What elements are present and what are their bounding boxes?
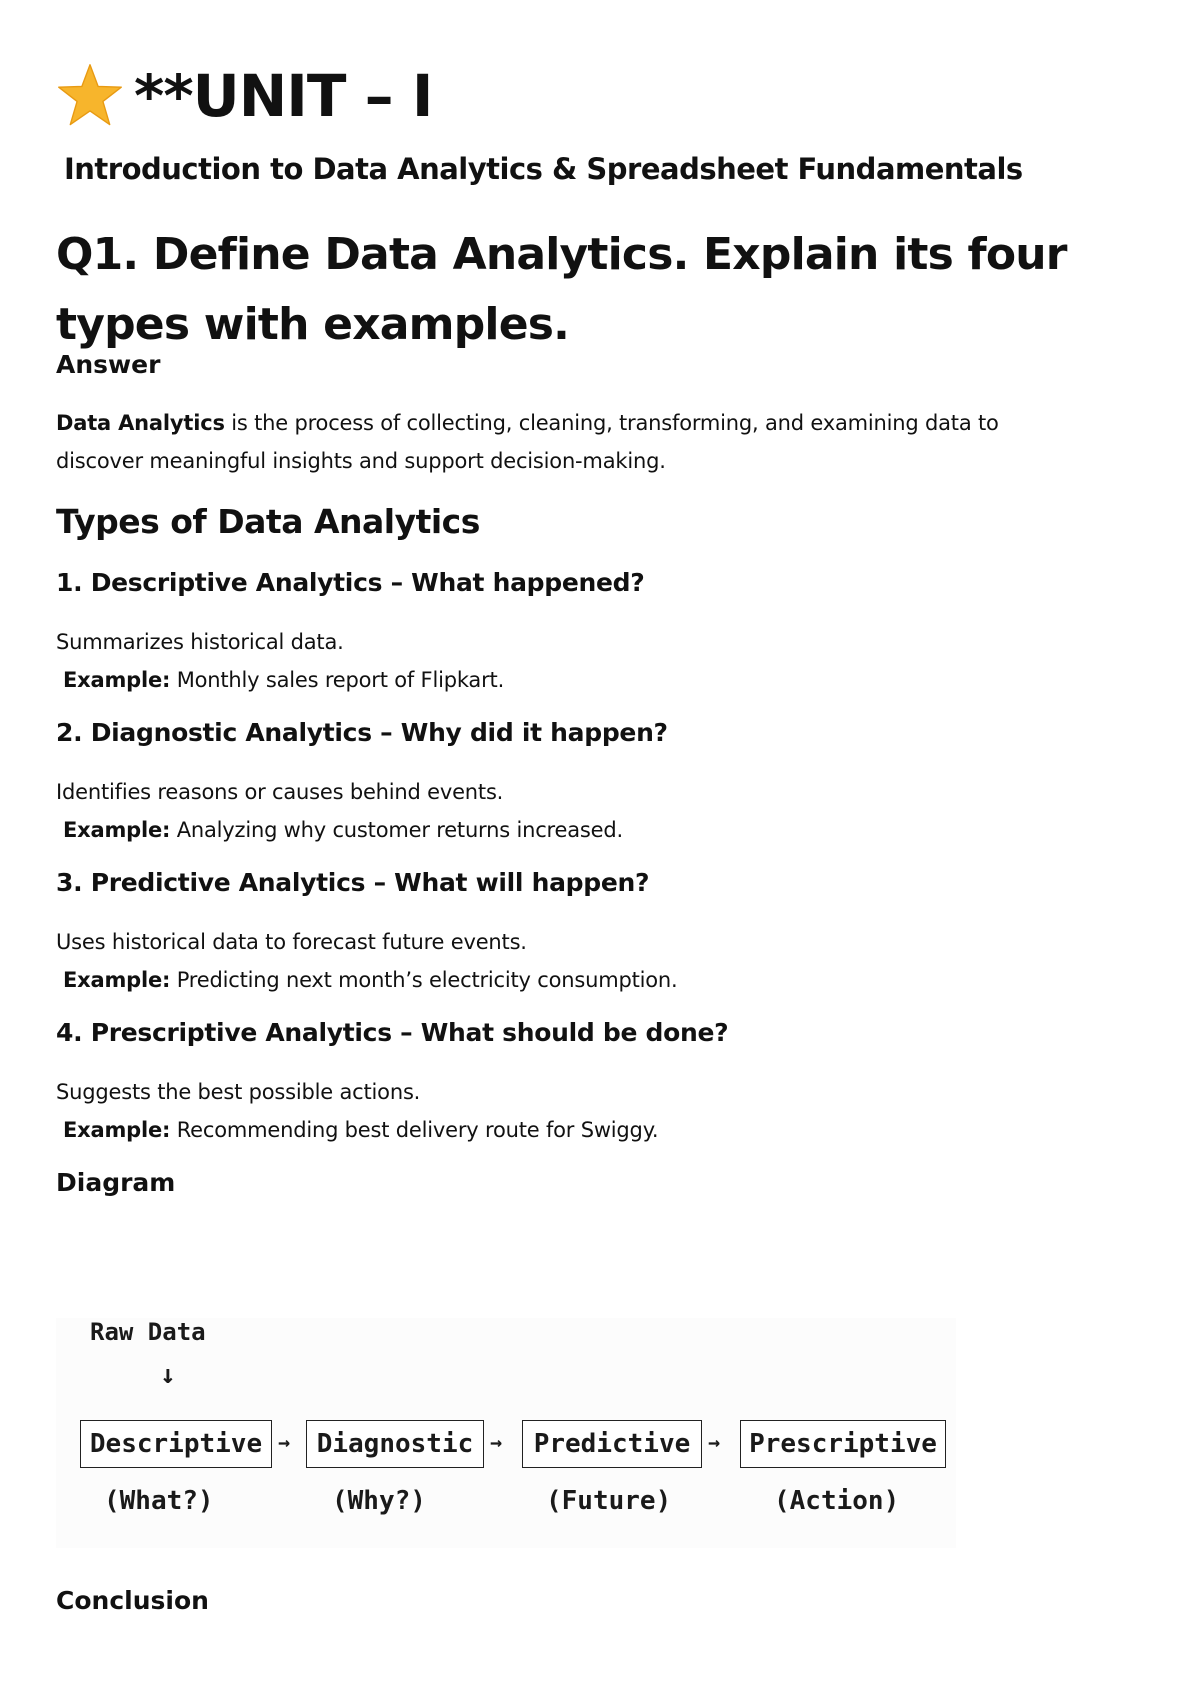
definition-line-2: discover meaningful insights and support decision-making.: [56, 449, 666, 473]
example-text: Predicting next month’s electricity consumption.: [170, 968, 678, 992]
type-example: [56, 1111, 658, 1149]
definition-line-1: [56, 404, 999, 442]
unit-subtitle: Introduction to Data Analytics & Spreadsheet Fundamentals: [64, 152, 1023, 186]
example-text: Monthly sales report of Flipkart.: [170, 668, 505, 692]
question-title: Q1. Define Data Analytics. Explain its four types with examples.: [56, 229, 1067, 350]
down-arrow-icon: ↓: [160, 1360, 176, 1390]
type-description: Summarizes historical data.: [56, 630, 344, 654]
unit-title: **UNIT – I: [134, 62, 433, 130]
flow-arrow-icon: →: [278, 1430, 291, 1454]
type-heading-diagnostic: 2. Diagnostic Analytics – Why did it happen?: [56, 718, 668, 747]
example-text: Recommending best delivery route for Swiggy.: [170, 1118, 659, 1142]
stage-box-diagnostic: Diagnostic: [306, 1420, 484, 1468]
type-body-prescriptive: [56, 1073, 658, 1149]
diagram-label: Diagram: [56, 1168, 176, 1197]
definition-paragraph: [56, 404, 999, 480]
stage-sub-prescriptive: (Action): [774, 1486, 900, 1516]
type-heading-prescriptive: 4. Prescriptive Analytics – What should be done?: [56, 1018, 729, 1047]
type-example: [56, 961, 678, 999]
unit-header: [56, 62, 432, 130]
raw-data-label: Raw Data: [90, 1318, 206, 1346]
example-text: Analyzing why customer returns increased.: [170, 818, 623, 842]
stage-sub-descriptive: (What?): [104, 1486, 214, 1516]
answer-label: Answer: [56, 350, 161, 379]
stage-box-descriptive: Descriptive: [80, 1420, 272, 1468]
type-body-descriptive: [56, 623, 504, 699]
type-description: Identifies reasons or causes behind events.: [56, 780, 504, 804]
type-example: [56, 661, 504, 699]
stage-sub-predictive: (Future): [546, 1486, 672, 1516]
type-example: [56, 811, 623, 849]
example-label: Example:: [63, 1118, 171, 1142]
flow-arrow-icon: →: [490, 1430, 503, 1454]
type-heading-descriptive: 1. Descriptive Analytics – What happened?: [56, 568, 645, 597]
analytics-flow-diagram: [56, 1318, 956, 1548]
type-body-diagnostic: [56, 773, 623, 849]
type-description: Suggests the best possible actions.: [56, 1080, 421, 1104]
type-description: Uses historical data to forecast future events.: [56, 930, 527, 954]
conclusion-label: Conclusion: [56, 1586, 209, 1615]
type-heading-predictive: 3. Predictive Analytics – What will happen?: [56, 868, 650, 897]
flow-arrow-icon: →: [708, 1430, 721, 1454]
stage-box-predictive: Predictive: [522, 1420, 702, 1468]
type-body-predictive: [56, 923, 678, 999]
definition-term: Data Analytics: [56, 411, 225, 435]
star-icon: [56, 62, 124, 130]
example-label: Example:: [63, 668, 171, 692]
types-heading: Types of Data Analytics: [56, 502, 480, 541]
stage-sub-diagnostic: (Why?): [332, 1486, 426, 1516]
definition-text: is the process of collecting, cleaning, transforming, and examining data to: [224, 411, 999, 435]
example-label: Example:: [63, 818, 171, 842]
example-label: Example:: [63, 968, 171, 992]
stage-box-prescriptive: Prescriptive: [740, 1420, 946, 1468]
